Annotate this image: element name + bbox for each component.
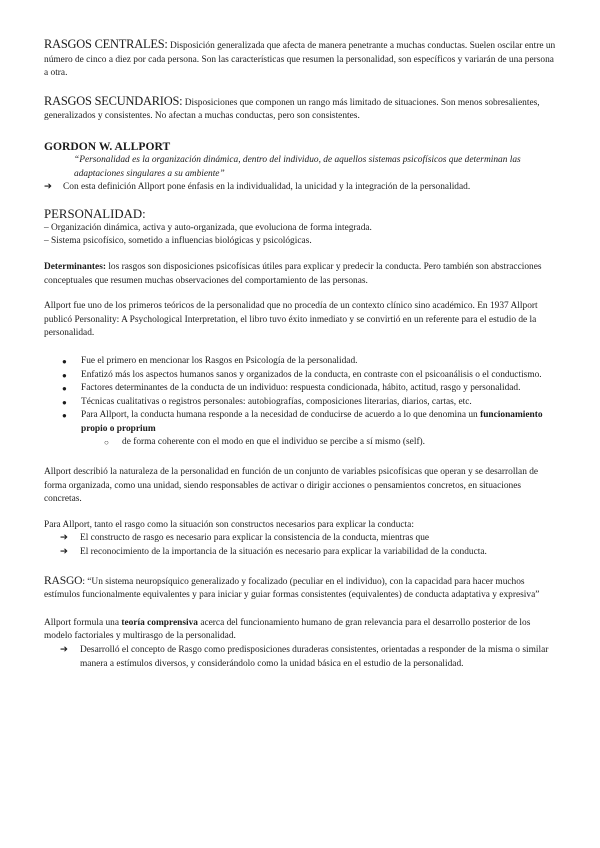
list-item xyxy=(44,355,556,369)
bullet-icon: ● xyxy=(62,356,67,366)
rasgos-secundarios-label: RASGOS SECUNDARIOS: xyxy=(44,93,183,108)
allport-arrow-text: Con esta definición Allport pone énfasis en la individualidad, la unicidad y la integración de la personalidad. xyxy=(63,182,471,193)
intro-paragraph: Allport fue uno de los primeros teóricos de la personalidad que no procedía de un contexto clínico sino académico. En 1937 Allport publicó Personality: A Psychological Interpretation, el libro tuvo éxito inmediato y se convirtió en un referente para el estudio de la personalidad. xyxy=(44,301,538,339)
personalidad-item: – Sistema psicofísico, sometido a influencias biológicas y psicológicas. xyxy=(44,236,312,247)
proprium-term: funcionamiento propio o proprium xyxy=(81,410,543,434)
arrow-icon: ➔ xyxy=(60,547,68,558)
proprium-lead-text: Para Allport, la conducta humana responde a la necesidad de conducirse de acuerdo a lo que denomina un xyxy=(81,410,481,421)
list-item-text: Factores determinantes de la conducta de un individuo: respuesta condicionada, hábito, actitud, rasgo y personalidad. xyxy=(81,383,521,394)
list-item xyxy=(44,396,556,410)
teoria-arrow-text: Desarrolló el concepto de Rasgo como predisposiciones duraderas consistentes, orientadas a responder de la misma o similar manera a estímulos diversos, y considerándolo como la unidad básica en el estudio de la personalidad. xyxy=(80,645,549,669)
sub-list-item xyxy=(44,436,556,450)
arrow-icon: ➔ xyxy=(60,645,68,655)
list-item-text: Fue el primero en mencionar los Rasgos en Psicología de la personalidad. xyxy=(81,355,358,366)
list-item xyxy=(44,382,556,396)
determinantes-paragraph xyxy=(44,261,556,288)
personalidad-heading: PERSONALIDAD: xyxy=(44,206,146,221)
rasgo-definition-text: : “Un sistema neuropsíquico generalizado y focalizado (peculiar en el individuo), con la capacidad para hacer muchos estímulos funcionalmente equivalentes y para iniciar y guiar formas consistentes (equivalentes) de conducta adaptativa y expresiva” xyxy=(44,576,540,601)
determinantes-label: Determinantes: xyxy=(44,261,106,272)
rasgos-centrales-text: Disposición generalizada que afecta de manera penetrante a muchas conductas. Suelen oscilar entre un número de cinco a diez por cada persona. Son las características que resumen la personalidad, son específicos y variarán de una persona a otra. xyxy=(44,41,556,79)
bullet-icon: ● xyxy=(62,411,67,421)
circle-bullet-icon: ○ xyxy=(104,438,109,448)
para-allport-arrow-item xyxy=(44,546,556,560)
rasgos-centrales-paragraph xyxy=(44,38,556,81)
list-item-text: Enfatizó más los aspectos humanos sanos y organizados de la conducta, en contraste con el psicoanálisis o el conductismo. xyxy=(81,369,542,380)
bullet-icon: ● xyxy=(62,370,67,380)
teoria-post-text: acerca del funcionamiento humano de gran relevancia para el desarrollo posterior de los modelo factoriales y multirasgo de la personalidad. xyxy=(44,617,531,642)
sub-list-item-text: de forma coherente con el modo en que el individuo se percibe a sí mismo (self). xyxy=(122,437,426,448)
para-allport-arrow-text: El constructo de rasgo es necesario para explicar la consistencia de la conducta, mientras que xyxy=(80,533,430,544)
teoria-paragraph xyxy=(44,617,556,644)
list-item-text xyxy=(81,409,556,436)
rasgo-label: RASGO xyxy=(44,573,83,587)
rasgo-definition-paragraph xyxy=(44,574,556,603)
determinantes-text: los rasgos son disposiciones psicofísicas útiles para explicar y predecir la conducta. Pero también son abstracciones conceptuales que resumen muchas observaciones del comportamiento de las personas. xyxy=(44,261,542,286)
personalidad-item: – Organización dinámica, activa y auto-organizada, que evoluciona de forma integrada. xyxy=(44,222,372,233)
para-allport-arrow-text: El reconocimiento de la importancia de la situación es necesario para explicar la variabilidad de la conducta. xyxy=(80,547,487,558)
rasgos-secundarios-paragraph xyxy=(44,95,556,124)
bullet-icon: ● xyxy=(62,397,67,407)
arrow-icon: ➔ xyxy=(44,182,52,193)
allport-quote: “Personalidad es la organización dinámica, dentro del individuo, de aquellos sistemas psicofísicos que determinan las adaptaciones singulares a su ambiente” xyxy=(74,154,521,179)
teoria-pre-text: Allport formula una xyxy=(44,617,122,628)
bullet-icon: ● xyxy=(62,384,67,394)
para-allport-arrow-item xyxy=(44,532,556,546)
rasgos-secundarios-text: Disposiciones que componen un rango más limitado de situaciones. Son menos sobresalientes, generalizados y consistentes. No afectan a muchas conductas, pero son consistentes. xyxy=(44,97,540,122)
list-item xyxy=(44,369,556,383)
para-allport-paragraph: Para Allport, tanto el rasgo como la situación son constructos necesarios para explicar la conducta: xyxy=(44,519,414,530)
describio-paragraph: Allport describió la naturaleza de la personalidad en función de un conjunto de variables psicofísicas que operan y se desarrollan de forma organizada, como una unidad, siendo responsables de activar o dirigir acciones o pensamientos concretos, en situaciones concretas. xyxy=(44,467,539,505)
allport-bullet-list xyxy=(44,355,556,450)
teoria-arrow-item xyxy=(44,644,556,671)
list-item-text: Técnicas cualitativas o registros personales: autobiografías, composiciones literarias, diarios, cartas, etc. xyxy=(81,396,472,407)
list-item xyxy=(44,409,556,436)
allport-arrow-item xyxy=(44,181,556,195)
rasgos-centrales-label: RASGOS CENTRALES: xyxy=(44,37,168,51)
allport-heading: GORDON W. ALLPORT xyxy=(44,139,171,153)
arrow-icon: ➔ xyxy=(60,533,68,544)
teoria-term: teoría comprensiva xyxy=(121,617,198,628)
